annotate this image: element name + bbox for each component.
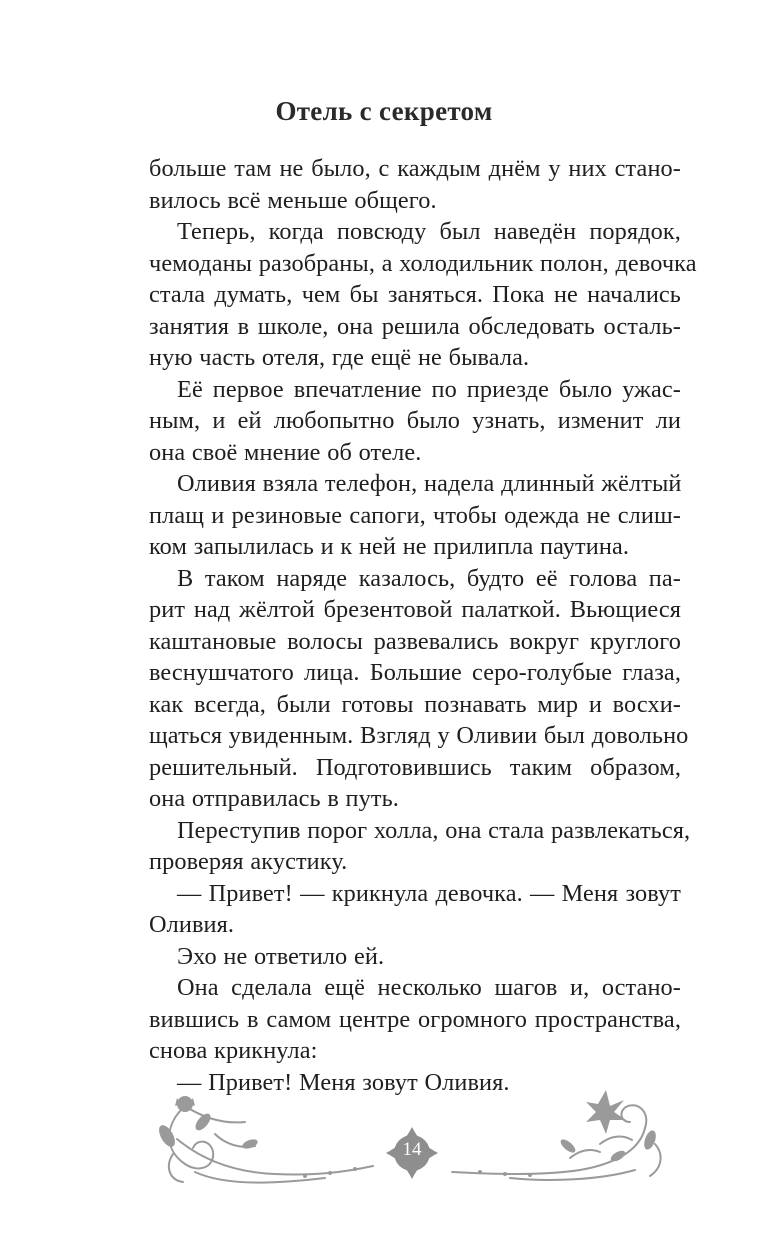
- page-badge-label-holder: [384, 1125, 440, 1181]
- text-line: каштановые волосы развевались вокруг круглого: [149, 627, 681, 655]
- text-line: стала думать, чем бы заняться. Пока не начались: [149, 281, 681, 308]
- text-line: рит над жёлтой брезентовой палаткой. Вьющиеся: [149, 596, 681, 623]
- text-line: — Привет! Меня зовут Оливия.: [177, 1068, 510, 1096]
- page-footer: [0, 1084, 768, 1194]
- text-line: Переступив порог холла, она стала развлекаться,: [177, 816, 691, 844]
- text-line: Её первое впечатление по приезде было ужас-: [177, 375, 681, 403]
- text-line: В таком наряде казалось, будто её голова па-: [177, 564, 681, 592]
- text-line: она отправилась в путь.: [149, 785, 399, 812]
- text-line: Оливия взяла телефон, надела длинный жёлтый: [177, 470, 682, 497]
- floral-ornament-left: [155, 1094, 375, 1194]
- text-line: Она сделала ещё несколько шагов и, остано-: [177, 974, 681, 1001]
- text-line: Оливия.: [149, 911, 235, 938]
- text-line: Теперь, когда повсюду был наведён порядок,: [177, 218, 681, 245]
- text-line: — Привет! — крикнула девочка. — Меня зовут: [177, 879, 681, 907]
- text-line: чемоданы разобраны, а холодильник полон, девочка: [149, 249, 697, 277]
- text-line: ком запылилась и к ней не прилипла паутина.: [149, 533, 629, 560]
- text-line: больше там не было, с каждым днём у них стано-: [149, 155, 681, 182]
- running-head-title: Отель с секретом: [275, 96, 493, 126]
- body-text: [149, 153, 697, 1098]
- text-line: плащ и резиновые сапоги, чтобы одежда не слиш-: [149, 501, 681, 529]
- text-line: Эхо не ответило ей.: [177, 942, 385, 970]
- text-line: она своё мнение об отеле.: [149, 438, 422, 466]
- page-number: 14: [402, 1139, 422, 1160]
- text-line: решительный. Подготовившись таким образом,: [149, 753, 681, 781]
- floral-ornament-right: [450, 1084, 670, 1184]
- text-line: занятия в школе, она решила обследовать осталь-: [149, 312, 681, 340]
- text-line: ную часть отеля, где ещё не бывала.: [149, 344, 530, 371]
- text-line: как всегда, были готовы познавать мир и восхи-: [149, 690, 681, 718]
- text-line: веснушчатого лица. Большие серо-голубые глаза,: [149, 659, 681, 686]
- text-line: снова крикнула:: [149, 1037, 318, 1064]
- text-line: вилось всё меньше общего.: [149, 186, 437, 214]
- text-line: ным, и ей любопытно было узнать, изменит ли: [149, 407, 681, 434]
- text-line: щаться увиденным. Взгляд у Оливии был довольно: [149, 722, 689, 749]
- text-line: проверяя акустику.: [149, 848, 348, 875]
- text-line: вившись в самом центре огромного пространства,: [149, 1005, 681, 1033]
